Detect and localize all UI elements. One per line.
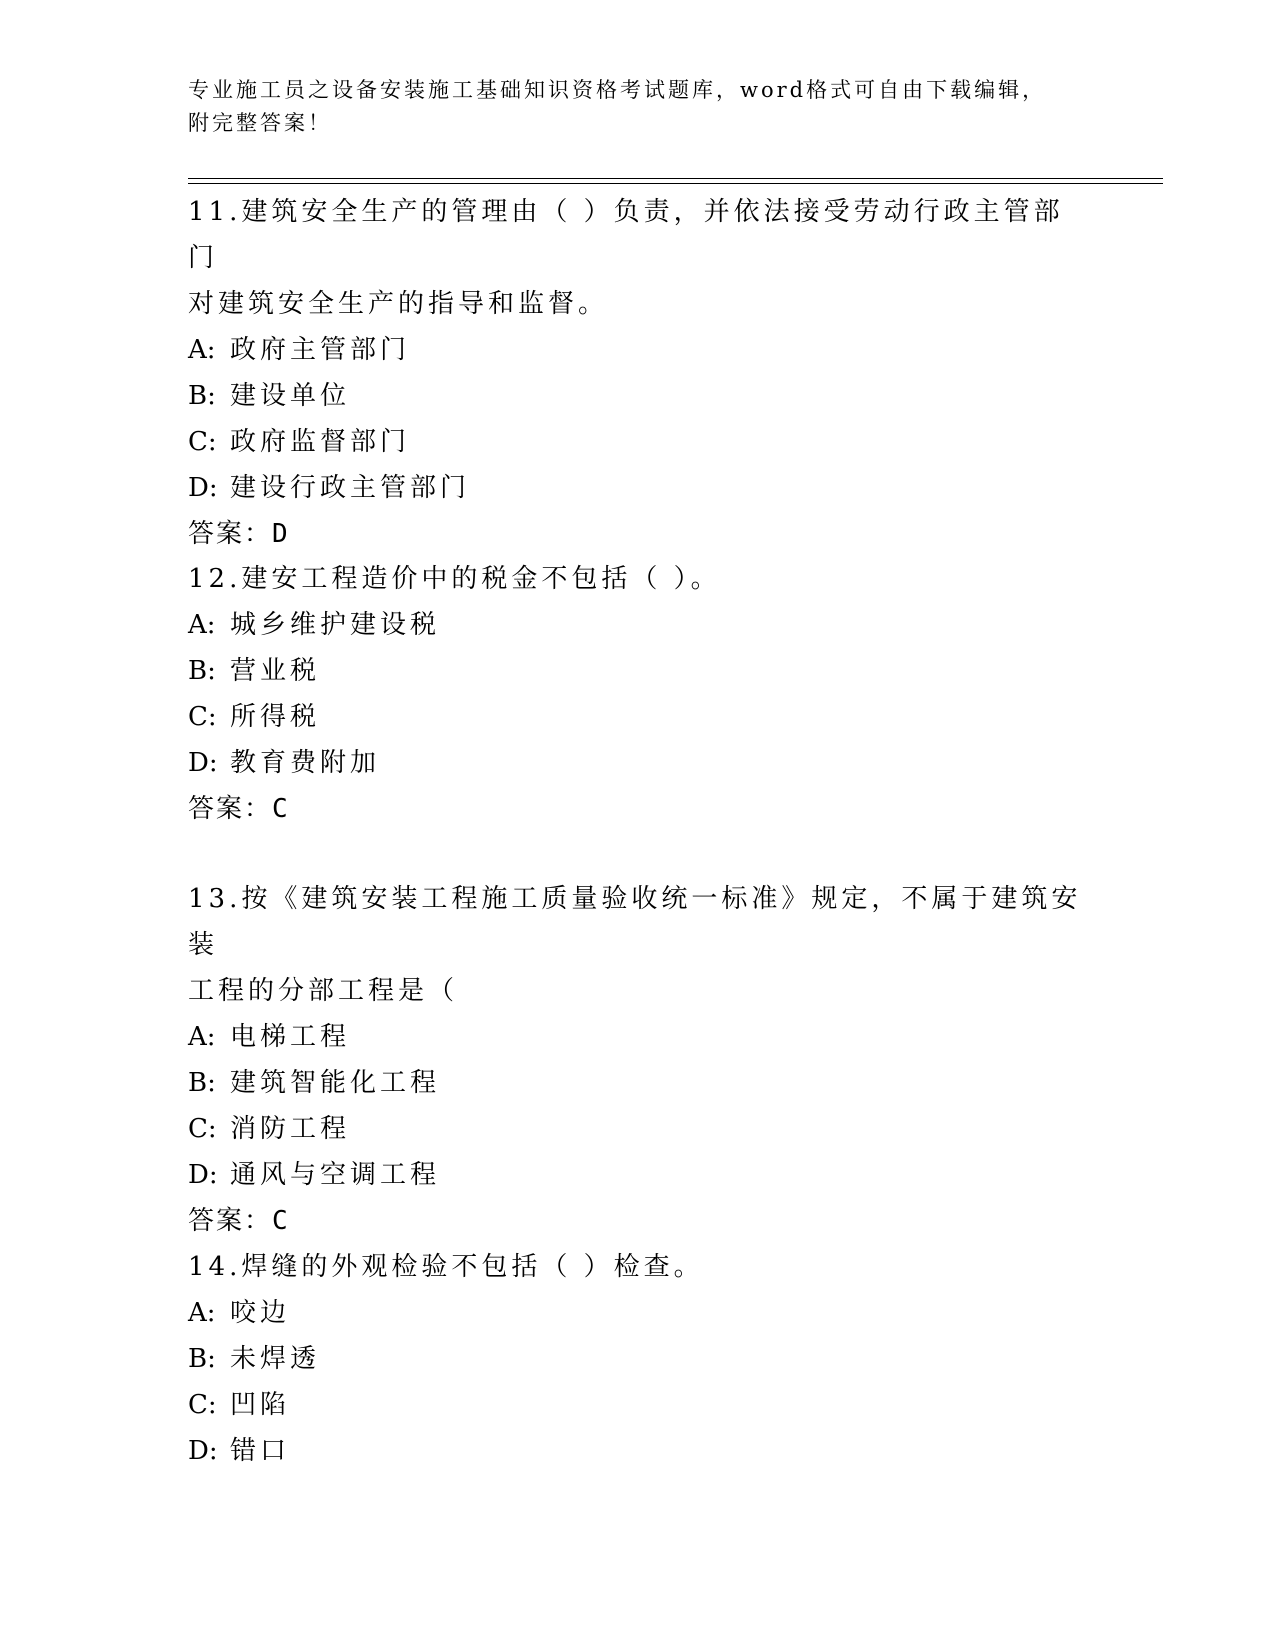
option-b [188,373,1088,419]
option-b [188,648,1088,694]
question-14 [188,1244,1088,1474]
answer-value: D [272,519,290,549]
answer-label: 答案： [188,519,273,549]
answer-line [188,511,1088,557]
option-text: 咬边 [230,1298,291,1328]
option-c [188,694,1088,740]
option-key: A: [188,610,216,640]
option-text: 消防工程 [230,1114,351,1144]
option-key: C: [188,1390,217,1420]
question-stem-line: 13.按《建筑安装工程施工质量验收统一标准》规定，不属于建筑安装 [188,884,1082,960]
answer-value: C [272,1206,290,1236]
option-a [188,1290,1088,1336]
option-key: C: [188,702,217,732]
intro-line-1: 专业施工员之设备安装施工基础知识资格考试题库，word格式可自由下载编辑， [188,78,1047,102]
option-text: 建设行政主管部门 [230,473,471,503]
answer-value: C [272,794,290,824]
option-text: 政府监督部门 [230,427,411,457]
question-11 [188,189,1088,557]
option-key: B: [188,1344,216,1374]
option-b [188,1336,1088,1382]
question-stem-line: 对建筑安全生产的指导和监督。 [188,289,609,319]
answer-line [188,786,1088,832]
option-text: 电梯工程 [230,1022,351,1052]
document-intro [188,74,1088,140]
option-d [188,1152,1088,1198]
option-key: A: [188,1022,216,1052]
intro-line-2: 附完整答案！ [188,111,332,135]
question-stem-line: 工程的分部工程是（ [188,976,459,1006]
option-text: 未焊透 [230,1344,321,1374]
option-key: D: [188,748,218,778]
option-key: C: [188,427,217,457]
question-stem-line: 14.焊缝的外观检验不包括（ ）检查。 [188,1252,704,1282]
header-divider-top [188,178,1163,179]
option-a [188,602,1088,648]
question-13 [188,876,1088,1244]
option-text: 建设单位 [230,381,351,411]
option-d [188,740,1088,786]
option-c [188,1382,1088,1428]
option-a [188,327,1088,373]
option-key: D: [188,473,218,503]
option-key: B: [188,656,216,686]
option-key: C: [188,1114,217,1144]
option-text: 政府主管部门 [230,335,411,365]
option-text: 营业税 [230,656,321,686]
option-text: 建筑智能化工程 [230,1068,441,1098]
option-text: 城乡维护建设税 [230,610,441,640]
question-12 [188,556,1088,832]
option-key: D: [188,1436,218,1466]
question-stem-line: 11.建筑安全生产的管理由（ ）负责，并依法接受劳动行政主管部门 [188,197,1064,273]
option-b [188,1060,1088,1106]
header-divider-bottom [188,183,1163,184]
answer-line [188,1198,1088,1244]
option-c [188,1106,1088,1152]
option-key: A: [188,1298,216,1328]
option-key: A: [188,335,216,365]
option-key: B: [188,1068,216,1098]
option-text: 凹陷 [230,1390,291,1420]
answer-label: 答案： [188,1206,273,1236]
option-d [188,1428,1088,1474]
option-c [188,419,1088,465]
option-text: 教育费附加 [230,748,381,778]
option-text: 通风与空调工程 [230,1160,441,1190]
option-text: 错口 [230,1436,291,1466]
answer-label: 答案： [188,794,273,824]
option-key: B: [188,381,216,411]
option-text: 所得税 [230,702,321,732]
option-d [188,465,1088,511]
question-stem-line: 12.建安工程造价中的税金不包括（ ）。 [188,564,721,594]
option-key: D: [188,1160,218,1190]
option-a [188,1014,1088,1060]
